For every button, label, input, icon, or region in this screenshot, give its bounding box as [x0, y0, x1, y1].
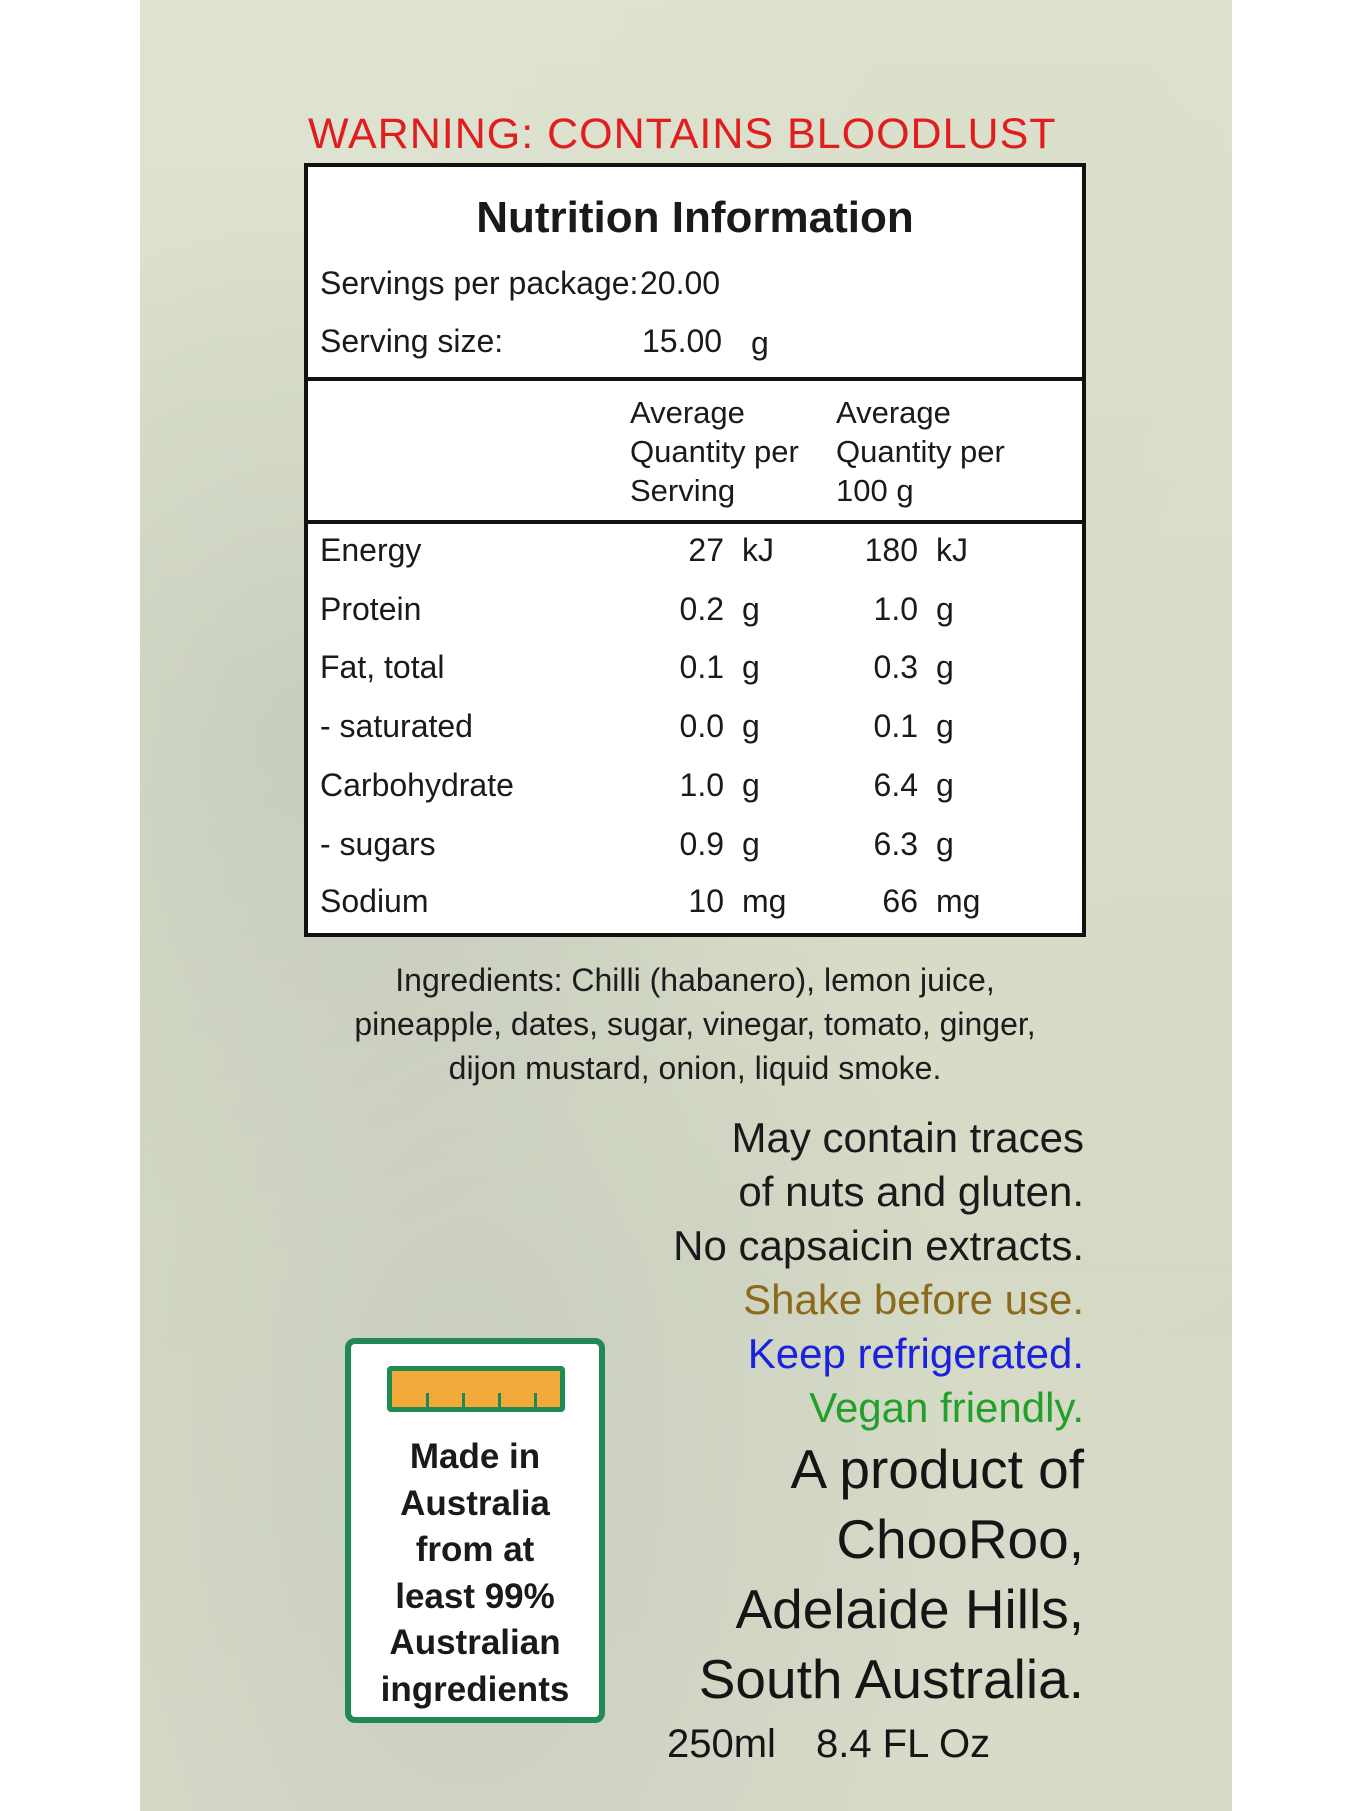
product-of-line: Adelaide Hills, — [735, 1578, 1084, 1640]
nutrient-per-serving: 0.2 — [679, 591, 724, 627]
column-header-per-serving-line: Quantity per — [630, 434, 799, 469]
nutrient-per-serving: 0.1 — [679, 649, 724, 685]
nutrient-name: Energy — [320, 532, 422, 568]
bar-tick — [498, 1393, 501, 1407]
refrigerate-statement: Keep refrigerated. — [747, 1330, 1084, 1377]
allergen-statement-line: May contain traces — [731, 1114, 1084, 1161]
nutrient-per-serving-unit: g — [742, 708, 760, 744]
nutrient-per-100g-unit: kJ — [936, 532, 968, 568]
volume-text — [667, 1722, 990, 1767]
badge-text-line: Made in — [409, 1437, 541, 1476]
nutrient-per-serving-unit: g — [742, 767, 760, 803]
nutrient-per-100g-unit: g — [936, 649, 954, 685]
badge-text-line: Australian — [389, 1623, 561, 1662]
column-header-per-serving-line: Serving — [630, 473, 736, 508]
header-divider — [308, 377, 1082, 381]
badge-text-line: from at — [415, 1530, 535, 1569]
product-label-background — [140, 0, 1232, 1811]
bar-tick — [426, 1393, 429, 1407]
nutrient-per-serving-unit: g — [742, 649, 760, 685]
nutrient-per-serving: 0.9 — [679, 826, 724, 862]
nutrient-per-serving-unit: g — [742, 591, 760, 627]
nutrient-per-serving-unit: g — [742, 826, 760, 862]
servings-per-package-label: Servings per package: — [320, 265, 639, 301]
badge-text-line: ingredients — [380, 1669, 570, 1709]
nutrient-name: - sugars — [320, 826, 436, 862]
nutrient-per-serving: 27 — [688, 532, 724, 568]
badge-text-line: least 99% — [395, 1576, 555, 1616]
nutrient-per-serving: 10 — [688, 883, 724, 919]
nutrient-per-100g-unit: mg — [936, 883, 981, 919]
volume-imperial: 8.4 FL Oz — [815, 1722, 991, 1766]
nutrient-per-100g: 180 — [864, 532, 918, 568]
nutrient-per-serving-unit: mg — [742, 883, 787, 919]
nutrient-per-100g: 1.0 — [873, 591, 918, 627]
bar-tick — [462, 1393, 465, 1407]
badge-text — [351, 1434, 599, 1713]
nutrition-panel — [304, 163, 1086, 937]
ingredients-text — [290, 958, 1100, 1090]
column-header-per-100g-line: 100 g — [836, 473, 914, 508]
nutrient-per-100g-unit: g — [936, 826, 954, 862]
column-header-divider — [308, 520, 1082, 524]
column-header-per-100g-line: Average — [836, 395, 951, 430]
nutrient-per-100g-unit: g — [936, 767, 954, 803]
nutrient-per-serving-unit: kJ — [742, 532, 774, 568]
nutrient-name: Protein — [320, 591, 422, 627]
nutrient-row — [308, 767, 1082, 825]
nutrient-name: Carbohydrate — [320, 767, 514, 803]
product-of-line: A product of — [790, 1438, 1084, 1500]
badge-text-line: Australia — [400, 1483, 550, 1523]
column-header-per-serving — [630, 393, 820, 510]
nutrient-name: Fat, total — [320, 649, 445, 685]
warning-text: WARNING: CONTAINS BLOODLUST — [308, 110, 1057, 158]
nutrient-row — [308, 708, 1082, 766]
ingredients-line: dijon mustard, onion, liquid smoke. — [448, 1050, 942, 1086]
no-capsaicin-statement: No capsaicin extracts. — [673, 1222, 1084, 1269]
nutrient-name: - saturated — [320, 708, 473, 744]
column-header-per-100g-line: Quantity per — [836, 434, 1005, 469]
nutrient-row — [308, 649, 1082, 707]
nutrient-row — [308, 591, 1082, 649]
serving-size-value: 15.00 — [642, 323, 723, 359]
nutrient-row — [308, 883, 1082, 941]
column-header-per-100g — [836, 393, 1026, 510]
nutrient-row — [308, 826, 1082, 884]
made-in-australia-bar-icon — [387, 1366, 565, 1412]
nutrient-name: Sodium — [320, 883, 429, 919]
column-header-per-serving-line: Average — [630, 395, 745, 430]
product-of-line: South Australia. — [698, 1648, 1084, 1710]
nutrient-per-100g: 0.3 — [873, 649, 918, 685]
nutrition-title: Nutrition Information — [476, 193, 914, 242]
nutrient-per-serving: 0.0 — [679, 708, 724, 744]
product-of-line: ChooRoo, — [836, 1508, 1084, 1570]
nutrient-per-100g: 0.1 — [873, 708, 918, 744]
nutrient-per-100g: 66 — [882, 883, 918, 919]
volume-metric: 250ml — [667, 1722, 776, 1766]
bar-tick — [534, 1393, 537, 1407]
made-in-australia-badge — [345, 1338, 605, 1723]
serving-size-label: Serving size: — [320, 323, 504, 359]
nutrient-per-serving: 1.0 — [679, 767, 724, 803]
serving-size-unit: g — [751, 325, 769, 361]
nutrient-per-100g-unit: g — [936, 591, 954, 627]
vegan-statement: Vegan friendly. — [809, 1384, 1084, 1431]
nutrient-per-100g-unit: g — [936, 708, 954, 744]
nutrient-per-100g: 6.4 — [873, 767, 918, 803]
nutrient-row — [308, 532, 1082, 590]
ingredients-line: pineapple, dates, sugar, vinegar, tomato, ginger, — [354, 1006, 1036, 1042]
shake-statement: Shake before use. — [743, 1276, 1084, 1323]
ingredients-line: Ingredients: Chilli (habanero), lemon juice, — [395, 962, 995, 998]
allergen-statement-line: of nuts and gluten. — [738, 1168, 1084, 1215]
servings-per-package-value: 20.00 — [640, 265, 721, 301]
nutrient-per-100g: 6.3 — [873, 826, 918, 862]
